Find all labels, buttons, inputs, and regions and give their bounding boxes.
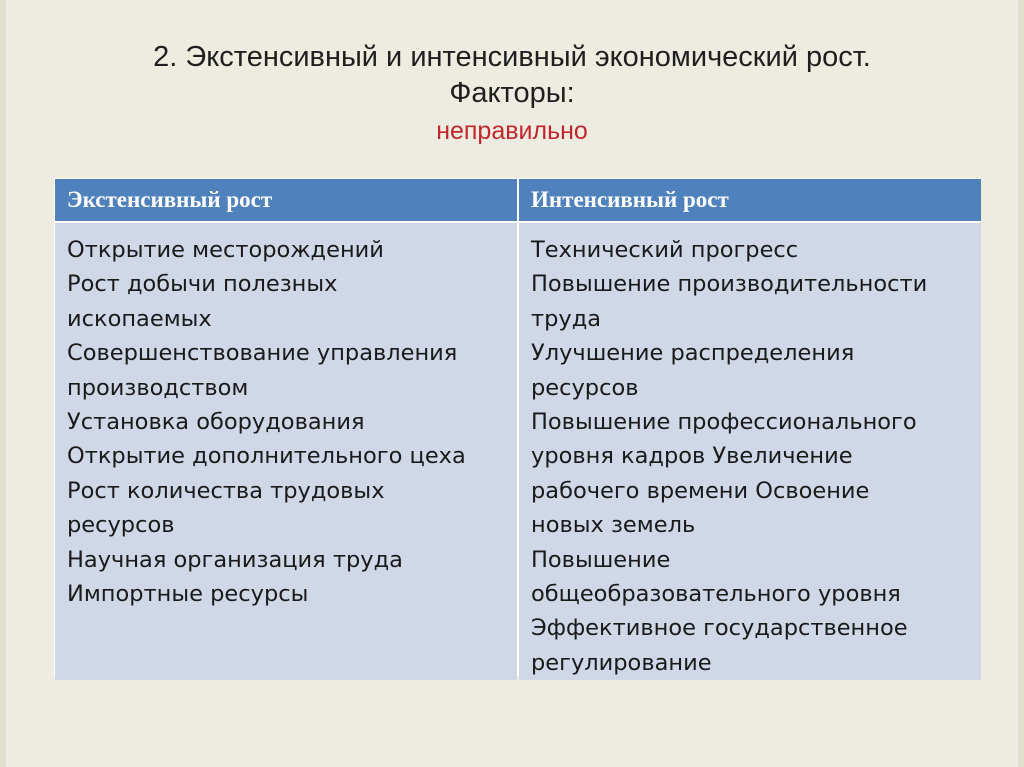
list-item: рабочего времени Освоение <box>531 477 870 504</box>
list-item: труда <box>531 305 602 332</box>
list-item: Технический прогресс <box>531 237 799 263</box>
list-item: ресурсов <box>531 374 639 401</box>
list-item: Повышение производительности <box>531 271 928 298</box>
list-item: Рост добычи полезных <box>67 271 338 298</box>
list-item: уровня кадров Увеличение <box>531 443 853 470</box>
list-item: Эффективное государственное <box>531 615 908 642</box>
list-item: Установка оборудования <box>67 409 365 436</box>
list-item: Открытие месторождений <box>67 237 384 263</box>
column-header-intensive: Интенсивный рост <box>519 179 981 221</box>
list-item: Научная организация труда <box>67 546 403 573</box>
column-cell-extensive <box>55 223 517 680</box>
list-item: регулирование <box>531 649 712 676</box>
list-item: ресурсов <box>67 512 175 539</box>
list-item: Повышение профессионального <box>531 409 917 436</box>
list-item: Повышение <box>531 546 671 573</box>
list-item: ископаемых <box>67 305 212 332</box>
list-item: Импортные ресурсы <box>67 581 309 608</box>
list-item: производством <box>67 374 249 401</box>
slide-title: 2. Экстенсивный и интенсивный экономический рост. <box>153 41 871 73</box>
list-item: общеобразовательного уровня <box>531 581 901 608</box>
slide-title-block <box>6 38 1018 148</box>
list-item: Открытие дополнительного цеха <box>67 443 466 470</box>
status-label: неправильно <box>436 117 588 145</box>
factors-table <box>54 178 980 676</box>
list-item: Улучшение распределения <box>531 340 855 367</box>
column-header-extensive: Экстенсивный рост <box>55 179 517 221</box>
list-item: Совершенствование управления <box>67 340 458 367</box>
list-item: Рост количества трудовых <box>67 477 385 504</box>
list-item: новых земель <box>531 512 696 539</box>
column-cell-intensive <box>519 223 981 680</box>
slide-subtitle: Факторы: <box>449 77 575 109</box>
